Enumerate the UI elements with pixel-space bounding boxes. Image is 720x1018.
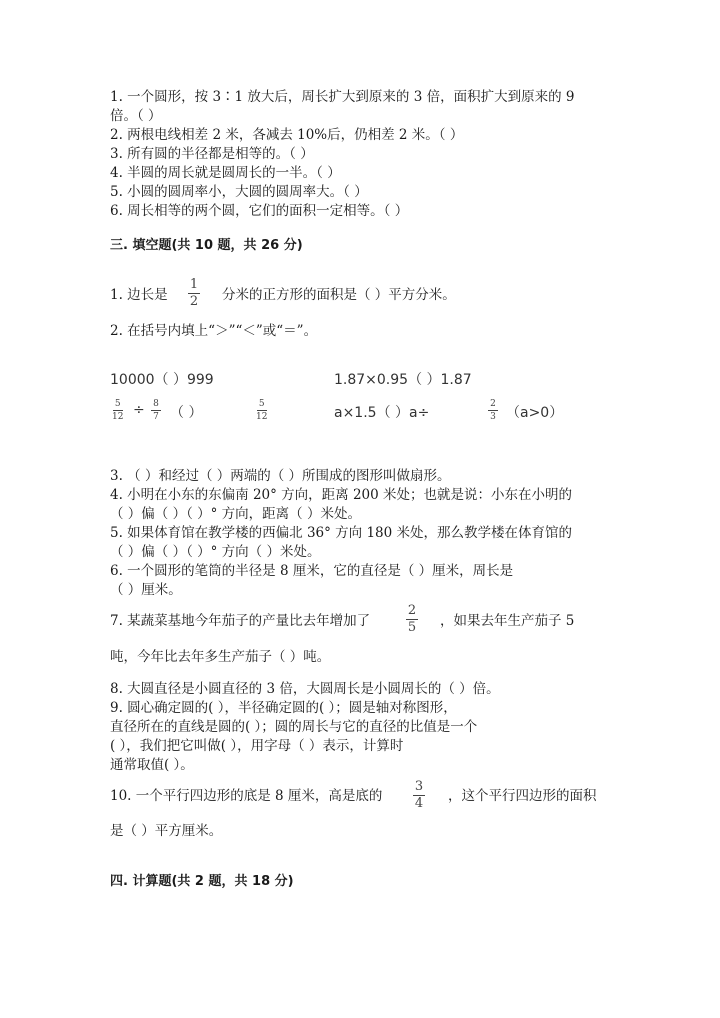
- fill-q9-line2: 直径所在的直线是圆的( ）；圆的周长与它的直径的比值是一个: [110, 719, 478, 735]
- fraction-denominator: 3: [490, 412, 496, 422]
- fill-q7-text-c: 吨，今年比去年多生产茄子（ ）吨。: [110, 649, 331, 665]
- fill-q10-fraction: [413, 780, 425, 811]
- fill-q4-line1: 4. 小明在小东的东偏南 20° 方向，距离 200 米处；也就是说：小东在小明的: [110, 487, 573, 503]
- fill-q10-text-a: 10. 一个平行四边形的底是 8 厘米，高是底的: [110, 788, 383, 804]
- compare-fraction-5-12-right: [256, 399, 267, 422]
- fraction-bar: [113, 410, 123, 411]
- fill-q5-line1: 5. 如果体育馆在教学楼的西偏北 36° 方向 180 米处，那么教学楼在体育馆的: [110, 525, 573, 541]
- fill-q10-text-c: 是（ ）平方厘米。: [110, 823, 223, 839]
- compare-fraction-5-12: [112, 399, 123, 422]
- fill-q9-line1: 9. 圆心确定圆的( ），半径确定圆的( ）；圆是轴对称图形，: [110, 700, 457, 716]
- judge-q4: 4. 半圆的周长就是圆周长的一半。（ ）: [110, 165, 341, 181]
- fill-q1-text-b: 分米的正方形的面积是（ ）平方分米。: [222, 287, 456, 303]
- fill-q6-line2: （ ）厘米。: [110, 582, 182, 598]
- compare-row1-right: 1.87×0.95（ ）1.87: [334, 372, 472, 388]
- judge-q5: 5. 小圆的圆周率小，大圆的圆周率大。（ ）: [110, 184, 368, 200]
- compare-row2-right: a×1.5（ ）a÷: [334, 405, 430, 421]
- compare-row1-left: 10000（ ）999: [110, 372, 214, 388]
- fill-q7-text-a: 7. 某蔬菜基地今年茄子的产量比去年增加了: [110, 613, 371, 629]
- fill-q1-fraction: [188, 278, 200, 309]
- section3-title: 三. 填空题(共 10 题，共 26 分): [110, 238, 303, 253]
- judge-q6: 6. 周长相等的两个圆，它们的面积一定相等。（ ）: [110, 203, 409, 219]
- fraction-numerator: 5: [114, 399, 121, 409]
- compare-fraction-2-3: [488, 399, 498, 422]
- fill-q9-line4: 通常取值( ）。: [110, 757, 194, 773]
- fill-q10-text-b: ，这个平行四边形的面积: [448, 788, 597, 804]
- divide-sign: ÷: [133, 402, 145, 418]
- fraction-bar: [151, 410, 161, 411]
- fraction-bar: [257, 410, 267, 411]
- fraction-numerator: 3: [414, 779, 424, 794]
- fraction-denominator: 2: [189, 294, 199, 309]
- fill-q1-text-a: 1. 边长是: [110, 287, 168, 303]
- fraction-numerator: 2: [490, 399, 496, 409]
- fraction-denominator: 12: [256, 412, 268, 422]
- fraction-denominator: 5: [407, 620, 417, 635]
- fill-q7-text-b: ，如果去年生产茄子 5: [440, 613, 575, 629]
- judge-q3: 3. 所有圆的半径都是相等的。（ ）: [110, 146, 314, 162]
- fraction-denominator: 7: [153, 412, 159, 422]
- section4-title: 四. 计算题(共 2 题，共 18 分): [110, 874, 294, 889]
- fill-q9-line3: ( ），我们把它叫做( ），用字母（ ）表示，计算时: [110, 738, 404, 754]
- fraction-numerator: 5: [258, 399, 265, 409]
- fill-q3: 3. （ ）和经过（ ）两端的（ ）所围成的图形叫做扇形。: [110, 468, 451, 484]
- fill-q4-line2: （ ）偏（ ）（ ）° 方向，距离（ ）米处。: [110, 506, 361, 522]
- fraction-numerator: 8: [153, 399, 159, 409]
- fraction-numerator: 1: [189, 277, 199, 292]
- fraction-denominator: 12: [112, 412, 124, 422]
- fill-q8: 8. 大圆直径是小圆直径的 3 倍，大圆周长是小圆周长的（ ）倍。: [110, 681, 500, 697]
- compare-fraction-8-7: [151, 399, 161, 422]
- fill-q2: 2. 在括号内填上“＞”“＜”或“＝”。: [110, 323, 318, 339]
- fill-q6-line1: 6. 一个圆形的笔筒的半径是 8 厘米，它的直径是（ ）厘米，周长是: [110, 563, 514, 579]
- compare-blank: （ ）: [170, 405, 203, 421]
- fill-q5-line2: （ ）偏（ ）（ ）° 方向（ ）米处。: [110, 544, 321, 560]
- fraction-bar: [488, 410, 498, 411]
- fraction-denominator: 4: [414, 796, 424, 811]
- judge-q1-line1: 1. 一个圆形，按 3∶1 放大后，周长扩大到原来的 3 倍，面积扩大到原来的 9: [110, 89, 575, 105]
- judge-q1-line2: 倍。（ ）: [110, 108, 162, 124]
- fill-q7-fraction: [406, 604, 418, 635]
- fraction-numerator: 2: [407, 603, 417, 618]
- compare-condition: （a>0）: [506, 405, 564, 421]
- judge-q2: 2. 两根电线相差 2 米，各减去 10%后，仍相差 2 米。（ ）: [110, 127, 464, 143]
